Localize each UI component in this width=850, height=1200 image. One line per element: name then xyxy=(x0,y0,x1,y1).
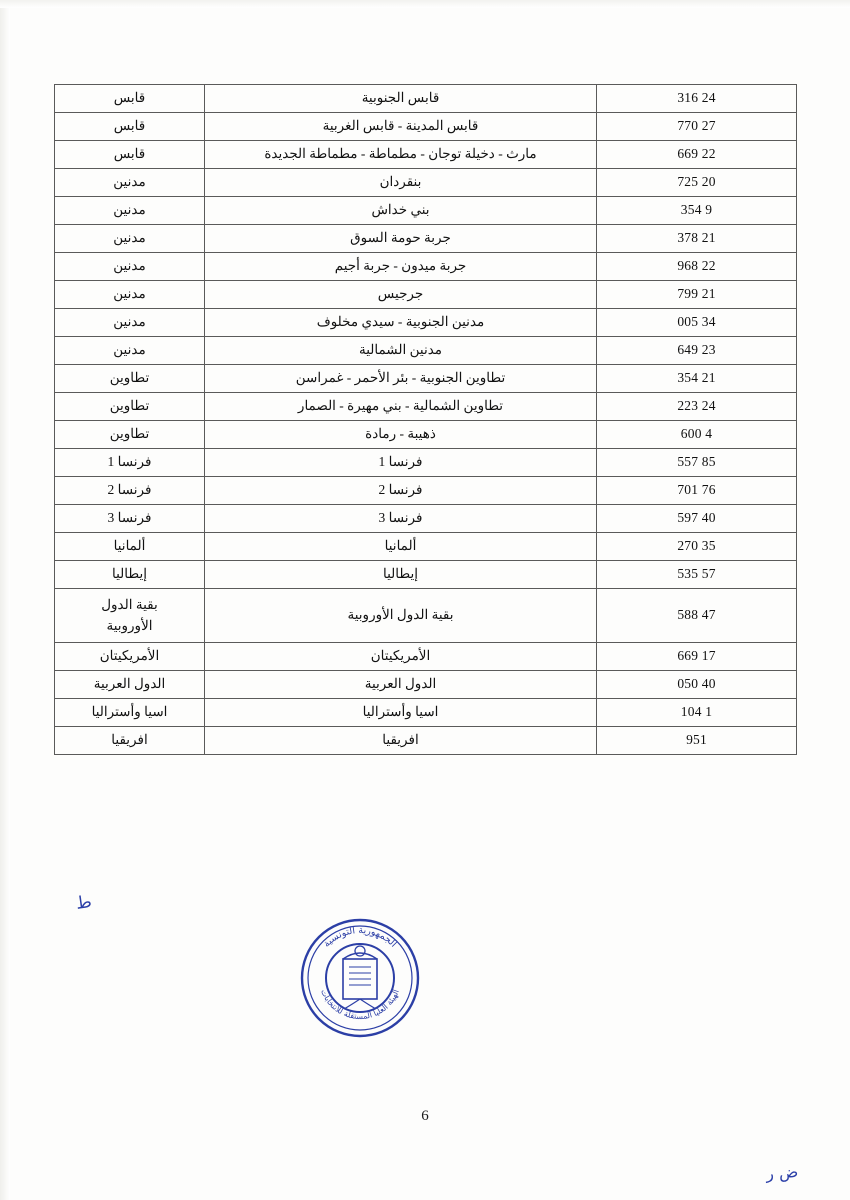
cell-voters-count: 34 005 xyxy=(597,309,797,337)
table-row xyxy=(55,477,797,505)
table-row xyxy=(55,281,797,309)
table-row xyxy=(55,169,797,197)
cell-sub-constituency: إيطاليا xyxy=(205,561,597,589)
cell-constituency-line2: الأوروبية xyxy=(106,617,153,633)
handwritten-annotation-bottom: ض ر xyxy=(765,1161,799,1184)
cell-sub-constituency: افريقيا xyxy=(205,727,597,755)
table-row xyxy=(55,561,797,589)
cell-constituency: إيطاليا xyxy=(55,561,205,589)
stamp-text-bottom: الهيئة العليا المستقلة للانتخابات xyxy=(319,988,401,1022)
cell-sub-constituency: الأمريكيتان xyxy=(205,643,597,671)
cell-constituency: اسيا وأستراليا xyxy=(55,699,205,727)
table-row xyxy=(55,225,797,253)
cell-voters-count: 951 xyxy=(597,727,797,755)
cell-sub-constituency: فرنسا 1 xyxy=(205,449,597,477)
cell-constituency: فرنسا 2 xyxy=(55,477,205,505)
cell-voters-count: 17 669 xyxy=(597,643,797,671)
cell-voters-count: 47 588 xyxy=(597,589,797,643)
cell-constituency: قابس xyxy=(55,85,205,113)
cell-constituency: فرنسا 3 xyxy=(55,505,205,533)
cell-constituency: ألمانيا xyxy=(55,533,205,561)
cell-voters-count: 21 378 xyxy=(597,225,797,253)
cell-constituency: تطاوين xyxy=(55,393,205,421)
table-row xyxy=(55,505,797,533)
cell-sub-constituency: قابس المدينة - قابس الغربية xyxy=(205,113,597,141)
cell-constituency: الدول العربية xyxy=(55,671,205,699)
cell-sub-constituency: مارث - دخيلة توجان - مطماطة - مطماطة الجديدة xyxy=(205,141,597,169)
cell-sub-constituency: الدول العربية xyxy=(205,671,597,699)
scan-edge-left xyxy=(0,0,10,1200)
cell-sub-constituency: فرنسا 2 xyxy=(205,477,597,505)
cell-voters-count: 40 597 xyxy=(597,505,797,533)
cell-voters-count: 76 701 xyxy=(597,477,797,505)
cell-voters-count: 85 557 xyxy=(597,449,797,477)
stamp-text-top: الجمهورية التونسية xyxy=(321,924,399,950)
cell-voters-count: 22 968 xyxy=(597,253,797,281)
table-row xyxy=(55,533,797,561)
table-row xyxy=(55,309,797,337)
page-number: 6 xyxy=(421,1108,429,1124)
cell-sub-constituency: جربة حومة السوق xyxy=(205,225,597,253)
official-stamp xyxy=(297,915,423,1041)
cell-voters-count: 1 104 xyxy=(597,699,797,727)
table-row xyxy=(55,141,797,169)
cell-constituency: مدنين xyxy=(55,253,205,281)
cell-sub-constituency: ذهيبة - رمادة xyxy=(205,421,597,449)
cell-voters-count: 23 649 xyxy=(597,337,797,365)
table-row xyxy=(55,589,797,643)
cell-sub-constituency: جرجيس xyxy=(205,281,597,309)
cell-constituency: تطاوين xyxy=(55,421,205,449)
cell-constituency: فرنسا 1 xyxy=(55,449,205,477)
table-row xyxy=(55,449,797,477)
cell-sub-constituency: فرنسا 3 xyxy=(205,505,597,533)
cell-constituency: تطاوين xyxy=(55,365,205,393)
cell-constituency: افريقيا xyxy=(55,727,205,755)
cell-voters-count: 21 799 xyxy=(597,281,797,309)
cell-constituency: قابس xyxy=(55,141,205,169)
cell-constituency: مدنين xyxy=(55,225,205,253)
cell-voters-count: 35 270 xyxy=(597,533,797,561)
voters-table xyxy=(54,84,797,755)
table-row xyxy=(55,393,797,421)
table-row xyxy=(55,197,797,225)
cell-constituency: مدنين xyxy=(55,337,205,365)
cell-sub-constituency: جربة ميدون - جربة أجيم xyxy=(205,253,597,281)
cell-voters-count: 21 354 xyxy=(597,365,797,393)
cell-sub-constituency: قابس الجنوبية xyxy=(205,85,597,113)
cell-sub-constituency: اسيا وأستراليا xyxy=(205,699,597,727)
scan-edge-top xyxy=(0,0,850,8)
cell-sub-constituency: تطاوين الشمالية - بني مهيرة - الصمار xyxy=(205,393,597,421)
cell-voters-count: 40 050 xyxy=(597,671,797,699)
cell-voters-count: 20 725 xyxy=(597,169,797,197)
cell-constituency xyxy=(55,589,205,643)
cell-constituency: مدنين xyxy=(55,169,205,197)
table-row xyxy=(55,643,797,671)
cell-constituency: مدنين xyxy=(55,309,205,337)
voters-table-container xyxy=(55,84,797,755)
cell-voters-count: 24 223 xyxy=(597,393,797,421)
table-row xyxy=(55,337,797,365)
cell-voters-count: 9 354 xyxy=(597,197,797,225)
cell-constituency: الأمريكيتان xyxy=(55,643,205,671)
cell-sub-constituency: مدنين الشمالية xyxy=(205,337,597,365)
table-row xyxy=(55,113,797,141)
table-row xyxy=(55,85,797,113)
cell-sub-constituency: ألمانيا xyxy=(205,533,597,561)
cell-constituency: مدنين xyxy=(55,281,205,309)
cell-sub-constituency: بني خداش xyxy=(205,197,597,225)
cell-voters-count: 22 669 xyxy=(597,141,797,169)
voters-table-body xyxy=(55,85,797,755)
cell-voters-count: 4 600 xyxy=(597,421,797,449)
cell-voters-count: 27 770 xyxy=(597,113,797,141)
cell-constituency: مدنين xyxy=(55,197,205,225)
table-row xyxy=(55,727,797,755)
cell-sub-constituency: تطاوين الجنوبية - بئر الأحمر - غمراسن xyxy=(205,365,597,393)
handwritten-annotation-top: ط xyxy=(74,892,94,914)
cell-constituency-line1: بقية الدول xyxy=(101,597,158,613)
table-row xyxy=(55,253,797,281)
cell-sub-constituency: مدنين الجنوبية - سيدي مخلوف xyxy=(205,309,597,337)
cell-sub-constituency: بقية الدول الأوروبية xyxy=(205,589,597,643)
cell-constituency: قابس xyxy=(55,113,205,141)
svg-text:الهيئة العليا المستقلة للانتخا xyxy=(319,988,401,1021)
cell-sub-constituency: بنقردان xyxy=(205,169,597,197)
table-row xyxy=(55,365,797,393)
cell-voters-count: 57 535 xyxy=(597,561,797,589)
table-row xyxy=(55,699,797,727)
table-row xyxy=(55,421,797,449)
table-row xyxy=(55,671,797,699)
cell-voters-count: 24 316 xyxy=(597,85,797,113)
